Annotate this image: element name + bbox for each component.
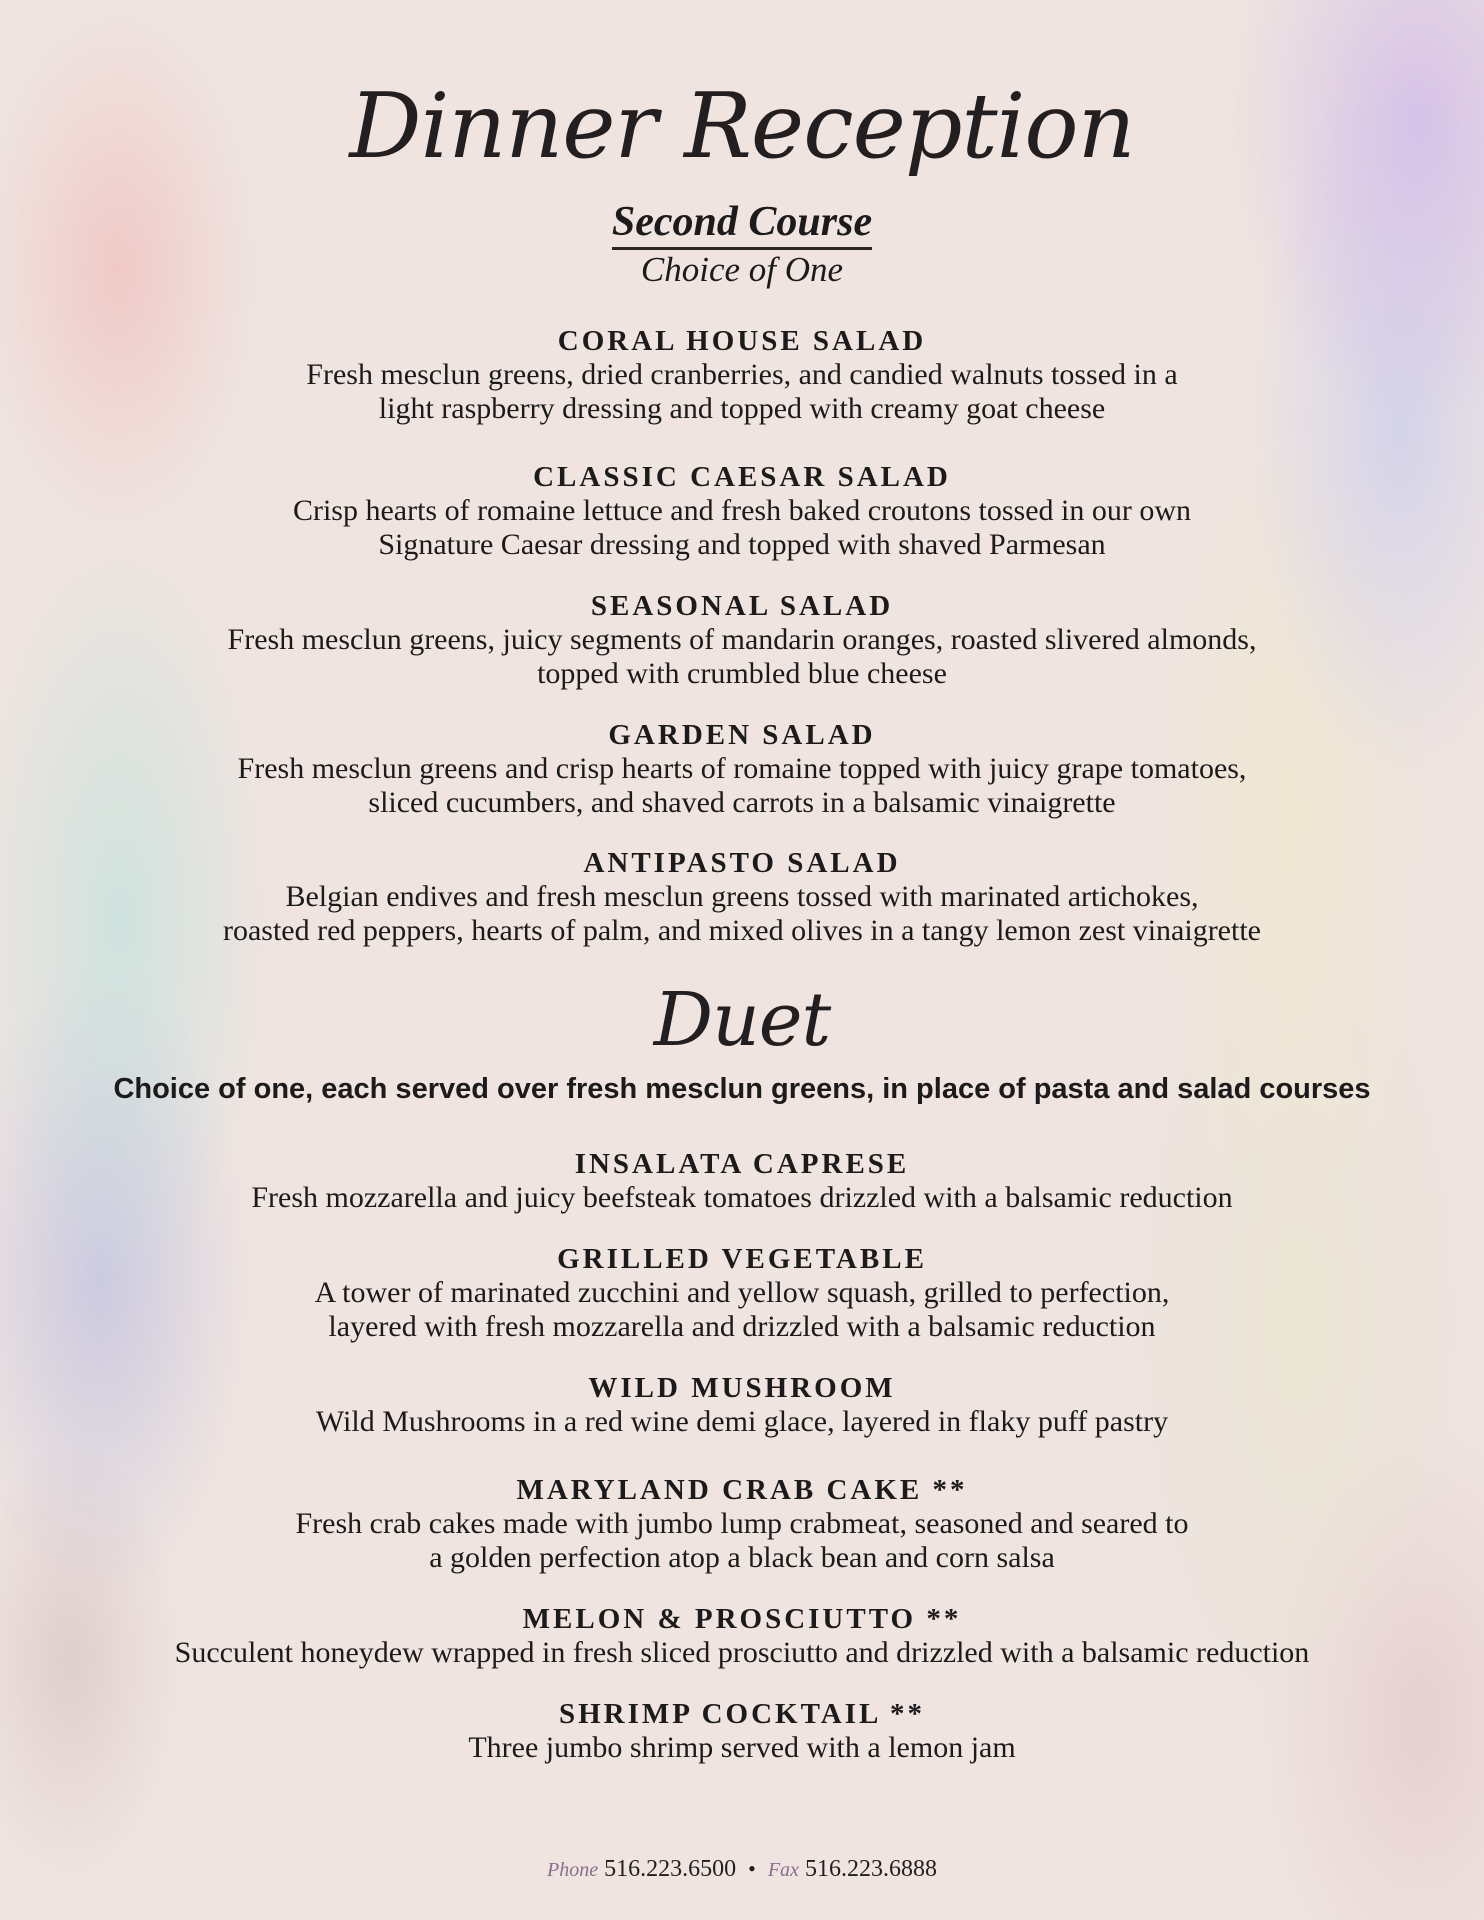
menu-item [0, 589, 1484, 691]
menu-item [0, 1371, 1484, 1439]
menu-item-desc: Signature Caesar dressing and topped with shaved Parmesan [378, 528, 1106, 561]
contact-footer [0, 1852, 1484, 1887]
menu-item-desc: topped with crumbled blue cheese [537, 657, 947, 690]
menu-item-desc: a golden perfection atop a black bean and corn salsa [429, 1541, 1055, 1574]
menu-item-desc: Fresh crab cakes made with jumbo lump crabmeat, seasoned and seared to [295, 1507, 1189, 1540]
menu-title: Dinner Reception [349, 74, 1135, 179]
menu-item [0, 1242, 1484, 1344]
fax-label: Fax [767, 1859, 799, 1881]
menu-item [0, 1697, 1484, 1765]
menu-item-desc: layered with fresh mozzarella and drizzled with a balsamic reduction [328, 1310, 1156, 1343]
menu-item-desc: Fresh mesclun greens and crisp hearts of romaine topped with juicy grape tomatoes, [237, 752, 1247, 785]
menu-item-name: GRILLED VEGETABLE [557, 1243, 927, 1275]
menu-item [0, 1473, 1484, 1575]
choice-note: Choice of One [640, 250, 844, 289]
menu-item-name: CLASSIC CAESAR SALAD [533, 461, 951, 493]
menu-item-name: WILD MUSHROOM [588, 1372, 896, 1404]
menu-item-name: INSALATA CAPRESE [574, 1148, 910, 1180]
menu-item [0, 460, 1484, 562]
menu-item-name: MARYLAND CRAB CAKE ** [516, 1474, 968, 1506]
menu-item [0, 1147, 1484, 1215]
menu-item-desc: Three jumbo shrimp served with a lemon jam [468, 1731, 1016, 1764]
menu-item-desc: Fresh mesclun greens, juicy segments of mandarin oranges, roasted slivered almonds, [227, 623, 1257, 656]
menu-item [0, 1602, 1484, 1670]
menu-item [0, 718, 1484, 820]
menu-item-desc: roasted red peppers, hearts of palm, and mixed olives in a tangy lemon zest vinaigrette [222, 914, 1261, 947]
menu-item-desc: A tower of marinated zucchini and yellow squash, grilled to perfection, [314, 1276, 1170, 1309]
menu-item-desc: Belgian endives and fresh mesclun greens tossed with marinated artichokes, [285, 880, 1199, 913]
menu-item-name: SEASONAL SALAD [590, 590, 894, 622]
menu-item-desc: Crisp hearts of romaine lettuce and fresh baked croutons tossed in our own [292, 494, 1192, 527]
menu-item-desc: Succulent honeydew wrapped in fresh sliced prosciutto and drizzled with a balsamic reduction [174, 1636, 1310, 1669]
menu-item-desc: Fresh mesclun greens, dried cranberries, and candied walnuts tossed in a [306, 358, 1178, 391]
fax-number: 516.223.6888 [804, 1856, 937, 1882]
menu-item-name: SHRIMP COCKTAIL ** [558, 1698, 926, 1730]
menu-item [0, 846, 1484, 948]
menu-item-desc: light raspberry dressing and topped with creamy goat cheese [378, 392, 1106, 425]
menu-item-name: GARDEN SALAD [608, 719, 876, 751]
menu-item-name: CORAL HOUSE SALAD [557, 325, 927, 357]
menu-item-desc: Wild Mushrooms in a red wine demi glace, layered in flaky puff pastry [315, 1405, 1169, 1438]
menu-item-name: MELON & PROSCIUTTO ** [522, 1603, 962, 1635]
course-subtitle [0, 196, 1484, 248]
menu-item [0, 324, 1484, 426]
separator-dot: • [748, 1856, 756, 1881]
phone-label: Phone [547, 1859, 599, 1881]
course-subtitle-text: Second Course [612, 199, 872, 250]
menu-item-desc: sliced cucumbers, and shaved carrots in a balsamic vinaigrette [368, 786, 1116, 819]
phone-number: 516.223.6500 [604, 1856, 737, 1882]
menu-item-desc: Fresh mozzarella and juicy beefsteak tomatoes drizzled with a balsamic reduction [251, 1181, 1233, 1214]
duet-title: Duet [653, 977, 831, 1063]
menu-item-name: ANTIPASTO SALAD [583, 847, 901, 879]
duet-note: Choice of one, each served over fresh mesclun greens, in place of pasta and salad courses [113, 1073, 1371, 1105]
